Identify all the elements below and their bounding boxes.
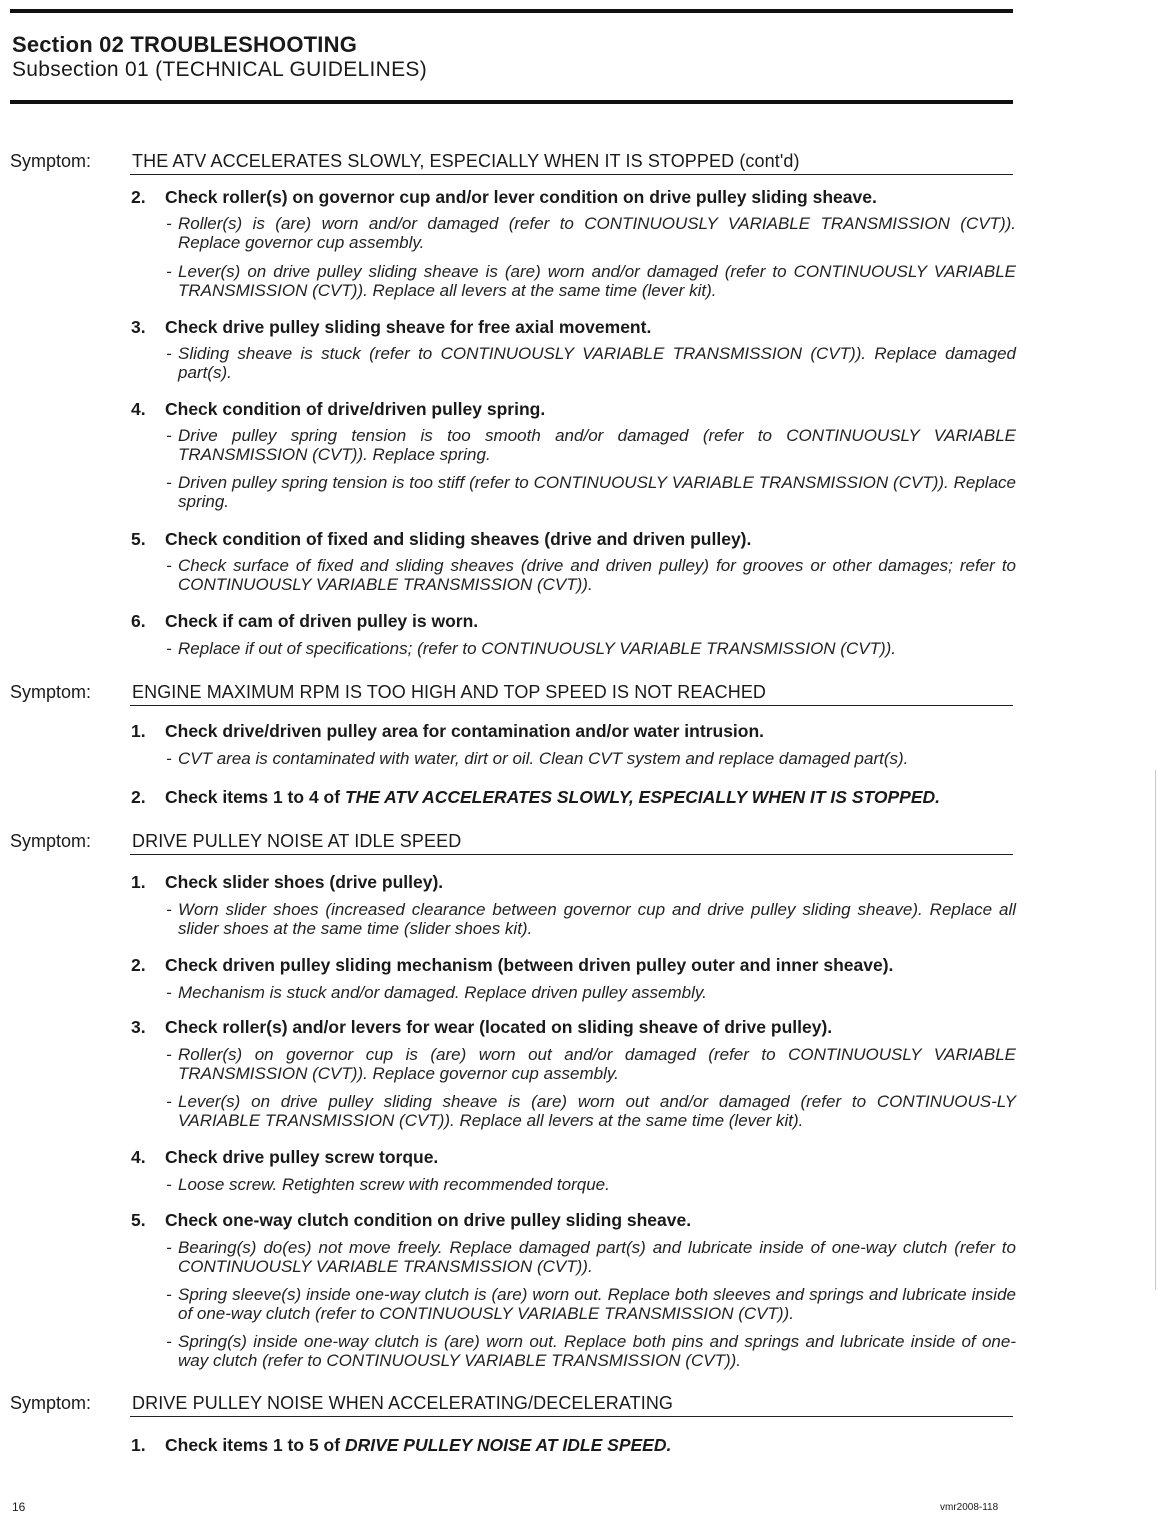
step-note: - Lever(s) on drive pulley sliding sheave is (are) worn and/or damaged (refer to CONTINUOUSLY VARIABLE TRANSMISSION (CVT)). Replace all levers at the same time (lever kit). (166, 262, 1016, 300)
step-note: - Bearing(s) do(es) not move freely. Replace damaged part(s) and lubricate inside of one-way clutch (refer to CONTINUOUSLY VARIABLE TRANSMISSION (CVT)). (166, 1238, 1016, 1276)
step-note: - Driven pulley spring tension is too stiff (refer to CONTINUOUSLY VARIABLE TRANSMISSION (CVT)). Replace spring. (166, 473, 1016, 511)
step-number: 3. (131, 317, 146, 337)
step-note: - CVT area is contaminated with water, dirt or oil. Clean CVT system and replace damaged part(s). (166, 749, 1016, 768)
step-item (131, 1435, 1011, 1456)
symptom-label: Symptom: (10, 831, 92, 851)
step-text: Check roller(s) and/or levers for wear (located on sliding sheave of drive pulley). (165, 1017, 833, 1037)
note-text: Bearing(s) do(es) not move freely. Replace damaged part(s) and lubricate inside of one-way clutch (refer to CONTINUOUSLY VARIABLE TRANSMISSION (CVT)). (178, 1238, 1016, 1276)
step-item (131, 721, 1011, 742)
symptom-underline (130, 705, 1013, 706)
step-reference: THE ATV ACCELERATES SLOWLY, ESPECIALLY WHEN IT IS STOPPED. (344, 787, 940, 807)
step-text: Check drive pulley sliding sheave for free axial movement. (165, 317, 652, 337)
step-note: - Roller(s) on governor cup is (are) worn out and/or damaged (refer to CONTINUOUSLY VARIABLE TRANSMISSION (CVT)). Replace governor cup assembly. (166, 1045, 1016, 1083)
step-item (131, 1210, 1011, 1231)
section-title: Section 02 TROUBLESHOOTING (12, 32, 358, 57)
note-text: Sliding sheave is stuck (refer to CONTINUOUSLY VARIABLE TRANSMISSION (CVT)). Replace damaged part(s). (178, 344, 1016, 382)
step-note: - Lever(s) on drive pulley sliding sheave is (are) worn out and/or damaged (refer to CONTINUOUS-LY VARIABLE TRANSMISSION (CVT)). Replace all levers at the same time (lever kit). (166, 1092, 1016, 1130)
step-number: 1. (131, 721, 146, 741)
step-note: - Mechanism is stuck and/or damaged. Replace driven pulley assembly. (166, 983, 1016, 1002)
step-number: 4. (131, 1147, 146, 1167)
step-text: Check items 1 to 4 of (165, 787, 341, 807)
step-item (131, 317, 1011, 338)
symptom-title: DRIVE PULLEY NOISE AT IDLE SPEED (132, 831, 462, 851)
step-number: 5. (131, 529, 146, 549)
header-bottom-rule (10, 100, 1013, 104)
note-text: Lever(s) on drive pulley sliding sheave is (are) worn out and/or damaged (refer to CONTINUOUS-LY VARIABLE TRANSMISSION (CVT)). Replace all levers at the same time (lever kit). (178, 1092, 1016, 1130)
step-number: 5. (131, 1210, 146, 1230)
step-text: Check condition of drive/driven pulley spring. (165, 399, 546, 419)
symptom-title: DRIVE PULLEY NOISE WHEN ACCELERATING/DECELERATING (132, 1393, 674, 1413)
note-text: Mechanism is stuck and/or damaged. Replace driven pulley assembly. (178, 983, 707, 1002)
note-text: Worn slider shoes (increased clearance between governor cup and drive pulley sliding sheave). Replace all slider shoes at the same time (slider shoes kit). (178, 900, 1016, 938)
step-note: - Loose screw. Retighten screw with recommended torque. (166, 1175, 1016, 1194)
step-item (131, 187, 1011, 208)
note-text: Check surface of fixed and sliding sheaves (drive and driven pulley) for grooves or other damages; refer to CONTINUOUSLY VARIABLE TRANSMISSION (CVT)). (178, 556, 1016, 594)
step-text: Check roller(s) on governor cup and/or lever condition on drive pulley sliding sheave. (165, 187, 877, 207)
step-number: 6. (131, 611, 146, 631)
step-note: - Worn slider shoes (increased clearance between governor cup and drive pulley sliding sheave). Replace all slider shoes at the same time (slider shoes kit). (166, 900, 1016, 938)
note-text: Replace if out of specifications; (refer to CONTINUOUSLY VARIABLE TRANSMISSION (CVT)). (178, 639, 897, 658)
note-text: CVT area is contaminated with water, dirt or oil. Clean CVT system and replace damaged part(s). (178, 749, 909, 768)
step-number: 1. (131, 872, 146, 892)
symptom-underline (130, 854, 1013, 855)
page-number: 16 (12, 1500, 26, 1514)
step-reference: DRIVE PULLEY NOISE AT IDLE SPEED. (344, 1435, 672, 1455)
step-note: - Spring(s) inside one-way clutch is (are) worn out. Replace both pins and springs and lubricate inside of one-way clutch (refer to CONTINUOUSLY VARIABLE TRANSMISSION (CVT)). (166, 1332, 1016, 1370)
step-text: Check drive/driven pulley area for contamination and/or water intrusion. (165, 721, 765, 741)
step-number: 3. (131, 1017, 146, 1037)
subsection-title: Subsection 01 (TECHNICAL GUIDELINES) (12, 58, 427, 81)
note-text: Roller(s) on governor cup is (are) worn out and/or damaged (refer to CONTINUOUSLY VARIABLE TRANSMISSION (CVT)). Replace governor cup assembly. (178, 1045, 1016, 1083)
scan-margin-line (1155, 770, 1156, 1290)
step-note: - Sliding sheave is stuck (refer to CONTINUOUSLY VARIABLE TRANSMISSION (CVT)). Replace damaged part(s). (166, 344, 1016, 382)
step-number: 1. (131, 1435, 146, 1455)
symptom-underline (130, 1416, 1013, 1417)
step-number: 2. (131, 787, 146, 807)
step-note: - Check surface of fixed and sliding sheaves (drive and driven pulley) for grooves or other damages; refer to CONTINUOUSLY VARIABLE TRANSMISSION (CVT)). (166, 556, 1016, 594)
step-item (131, 529, 1011, 550)
step-note: - Spring sleeve(s) inside one-way clutch is (are) worn out. Replace both sleeves and springs and lubricate inside of one-way clutch (refer to CONTINUOUSLY VARIABLE TRANSMISSION (CVT)). (166, 1285, 1016, 1323)
step-text: Check condition of fixed and sliding sheaves (drive and driven pulley). (165, 529, 752, 549)
step-item (131, 872, 1011, 893)
symptom-label: Symptom: (10, 682, 92, 702)
step-note: - Replace if out of specifications; (refer to CONTINUOUSLY VARIABLE TRANSMISSION (CVT)). (166, 639, 1016, 658)
step-note: - Roller(s) is (are) worn and/or damaged (refer to CONTINUOUSLY VARIABLE TRANSMISSION (CVT)). Replace governor cup assembly. (166, 214, 1016, 252)
step-text: Check items 1 to 5 of (165, 1435, 341, 1455)
note-text: Lever(s) on drive pulley sliding sheave is (are) worn and/or damaged (refer to CONTINUOUSLY VARIABLE TRANSMISSION (CVT)). Replace all levers at the same time (lever kit). (178, 262, 1016, 300)
step-item (131, 955, 1011, 976)
step-note: - Drive pulley spring tension is too smooth and/or damaged (refer to CONTINUOUSLY VARIABLE TRANSMISSION (CVT)). Replace spring. (166, 426, 1016, 464)
step-text: Check drive pulley screw torque. (165, 1147, 439, 1167)
step-item (131, 1147, 1011, 1168)
step-text: Check slider shoes (drive pulley). (165, 872, 444, 892)
step-item (131, 399, 1011, 420)
symptom-title: THE ATV ACCELERATES SLOWLY, ESPECIALLY WHEN IT IS STOPPED (cont'd) (132, 151, 800, 171)
symptom-label: Symptom: (10, 1393, 92, 1413)
symptom-heading (10, 831, 1013, 855)
step-item (131, 787, 1011, 808)
step-number: 2. (131, 187, 146, 207)
step-text: Check if cam of driven pulley is worn. (165, 611, 479, 631)
header-top-rule (10, 9, 1013, 13)
note-text: Spring sleeve(s) inside one-way clutch is (are) worn out. Replace both sleeves and springs and lubricate inside of one-way clutch (refer to CONTINUOUSLY VARIABLE TRANSMISSION (CVT)). (178, 1285, 1016, 1323)
symptom-underline (130, 174, 1013, 175)
symptom-label: Symptom: (10, 151, 92, 171)
step-number: 2. (131, 955, 146, 975)
symptom-title: ENGINE MAXIMUM RPM IS TOO HIGH AND TOP SPEED IS NOT REACHED (132, 682, 767, 702)
step-number: 4. (131, 399, 146, 419)
document-code: vmr2008-118 (940, 1502, 999, 1513)
note-text: Driven pulley spring tension is too stiff (refer to CONTINUOUSLY VARIABLE TRANSMISSION (CVT)). Replace spring. (178, 473, 1016, 511)
note-text: Roller(s) is (are) worn and/or damaged (refer to CONTINUOUSLY VARIABLE TRANSMISSION (CVT)). Replace governor cup assembly. (178, 214, 1016, 252)
step-text: Check driven pulley sliding mechanism (between driven pulley outer and inner sheave). (165, 955, 894, 975)
note-text: Loose screw. Retighten screw with recommended torque. (178, 1175, 610, 1194)
symptom-heading (10, 151, 1013, 175)
step-text: Check one-way clutch condition on drive pulley sliding sheave. (165, 1210, 692, 1230)
note-text: Drive pulley spring tension is too smooth and/or damaged (refer to CONTINUOUSLY VARIABLE TRANSMISSION (CVT)). Replace spring. (178, 426, 1016, 464)
symptom-heading (10, 1393, 1013, 1417)
note-text: Spring(s) inside one-way clutch is (are) worn out. Replace both pins and springs and lubricate inside of one-way clutch (refer to CONTINUOUSLY VARIABLE TRANSMISSION (CVT)). (178, 1332, 1016, 1370)
step-item (131, 611, 1011, 632)
symptom-heading (10, 682, 1013, 706)
step-item (131, 1017, 1011, 1038)
